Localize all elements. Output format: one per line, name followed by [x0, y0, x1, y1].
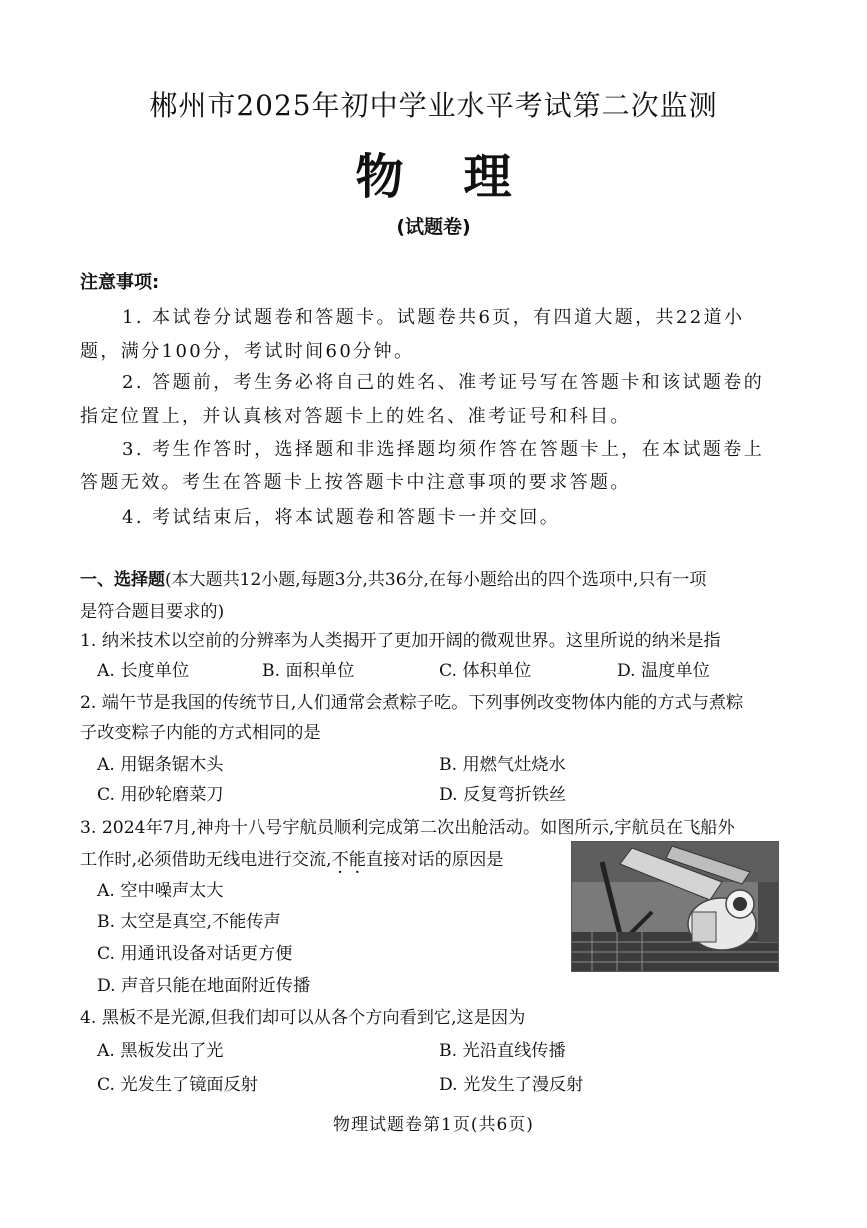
- q3-option-d: D. 声音只能在地面附近传播: [97, 976, 311, 996]
- question-2-stem: 2. 端午节是我国的传统节日,人们通常会煮粽子吃。下列事例改变物体内能的方式与煮粽: [80, 693, 744, 713]
- q4-option-c: C. 光发生了镜面反射: [97, 1075, 258, 1095]
- notice-heading: 注意事项:: [80, 272, 160, 293]
- q2-option-a: A. 用锯条锯木头: [97, 755, 224, 775]
- subject-title: 物理: [355, 149, 572, 205]
- q4-option-b: B. 光沿直线传播: [439, 1041, 566, 1061]
- notice-line: 4. 考试结束后，将本试题卷和答题卡一并交回。: [122, 507, 561, 528]
- q3-option-a: A. 空中噪声太大: [97, 881, 224, 901]
- notice-line: 2. 答题前，考生务必将自己的姓名、准考证号写在答题卡和该试题卷的: [122, 372, 765, 393]
- exam-title: 郴州市2025年初中学业水平考试第二次监测: [149, 89, 718, 122]
- q3-option-b: B. 太空是真空,不能传声: [97, 912, 281, 932]
- q2-option-d: D. 反复弯折铁丝: [439, 785, 567, 805]
- q3-option-c: C. 用通讯设备对话更方便: [97, 944, 293, 964]
- spacewalk-illustration: [572, 842, 778, 971]
- section-heading: [80, 565, 706, 590]
- section-description-cont: 是符合题目要求的): [80, 602, 225, 622]
- q1-option-c: C. 体积单位: [439, 661, 532, 681]
- q2-option-c: C. 用砂轮磨菜刀: [97, 785, 224, 805]
- paper-type: (试题卷): [396, 216, 471, 238]
- q4-option-a: A. 黑板发出了光: [97, 1041, 224, 1061]
- notice-line: 3. 考生作答时，选择题和非选择题均须作答在答题卡上，在本试题卷上: [122, 439, 765, 460]
- q1-option-b: B. 面积单位: [262, 661, 355, 681]
- question-3-stem-cont: [80, 845, 503, 870]
- section-title: 一、选择题: [80, 570, 165, 590]
- notice-line: 指定位置上，并认真核对答题卡上的姓名、准考证号和科目。: [80, 406, 631, 427]
- page-footer: 物理试题卷第1页(共6页): [333, 1115, 534, 1135]
- q3-emphasis-char: 不: [331, 850, 349, 870]
- q2-option-b: B. 用燃气灶烧水: [439, 755, 566, 775]
- question-4-stem: 4. 黑板不是光源,但我们却可以从各个方向看到它,这是因为: [80, 1008, 526, 1028]
- question-1-stem: 1. 纳米技术以空前的分辨率为人类揭开了更加开阔的微观世界。这里所说的纳米是指: [80, 631, 721, 651]
- notice-line: 答题无效。考生在答题卡上按答题卡中注意事项的要求答题。: [80, 472, 631, 493]
- q3-text-part: 工作时,必须借助无线电进行交流,: [80, 850, 332, 870]
- q1-option-a: A. 长度单位: [97, 661, 190, 681]
- q4-option-d: D. 光发生了漫反射: [439, 1075, 584, 1095]
- notice-line: 题，满分100分，考试时间60分钟。: [80, 341, 415, 362]
- section-description: (本大题共12小题,每题3分,共36分,在每小题给出的四个选项中,只有一项: [165, 570, 707, 590]
- question-3-stem: 3. 2024年7月,神舟十八号宇航员顺利完成第二次出舱活动。如图所示,宇航员在飞船外: [80, 818, 735, 838]
- q1-option-d: D. 温度单位: [617, 661, 710, 681]
- q3-emphasis-char: 能: [348, 850, 366, 870]
- notice-line: 1. 本试卷分试题卷和答题卡。试题卷共6页，有四道大题，共22道小: [122, 307, 745, 328]
- astronaut-spacewalk-photo: [571, 841, 779, 972]
- q3-text-part: 直接对话的原因是: [365, 850, 504, 870]
- question-2-stem-cont: 子改变粽子内能的方式相同的是: [80, 723, 321, 743]
